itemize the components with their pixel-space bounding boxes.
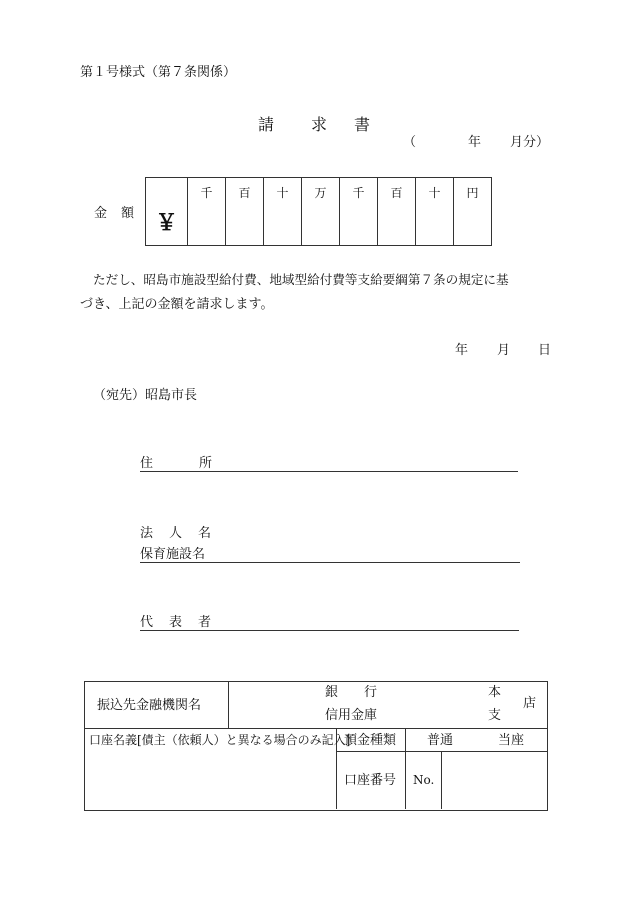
- ordinary-option[interactable]: 普通: [427, 733, 454, 748]
- facility-name-field[interactable]: [140, 562, 520, 563]
- digit-header[interactable]: 十: [264, 178, 302, 246]
- body-text-line2: づき、上記の金額を請求します。: [80, 297, 274, 312]
- form-number: 第１号様式（第７条関係）: [80, 65, 237, 80]
- amount-table: [145, 177, 492, 246]
- date-year: 年: [455, 343, 469, 358]
- date-month: 月: [497, 343, 511, 358]
- address-label: 住 所: [140, 456, 213, 471]
- current-option[interactable]: 当座: [498, 733, 525, 748]
- digit-header[interactable]: 円: [454, 178, 492, 246]
- period-open: （: [403, 135, 417, 150]
- addressee: （宛先）昭島市長: [93, 388, 198, 403]
- title-char: 請: [258, 115, 275, 134]
- account-number-field[interactable]: [442, 752, 546, 808]
- account-number-label: 口座番号: [344, 773, 397, 788]
- digit-header[interactable]: 千: [340, 178, 378, 246]
- digit-header[interactable]: 百: [226, 178, 264, 246]
- bank-option[interactable]: 銀 行: [325, 685, 378, 700]
- representative-label: 代 表 者: [140, 615, 212, 630]
- period-year: 年: [468, 135, 482, 150]
- yen-symbol: ￥: [146, 178, 188, 246]
- representative-field[interactable]: [140, 630, 519, 631]
- date-day: 日: [538, 343, 552, 358]
- head-office-option[interactable]: 本: [488, 685, 502, 700]
- office-suffix: 店: [523, 696, 537, 711]
- facility-name-label: 保育施設名: [140, 547, 206, 562]
- digit-header[interactable]: 万: [302, 178, 340, 246]
- digit-header[interactable]: 十: [416, 178, 454, 246]
- digit-header[interactable]: 千: [188, 178, 226, 246]
- amount-label: 金 額: [94, 206, 135, 221]
- title-char: 書: [354, 115, 371, 134]
- account-name-field[interactable]: [85, 752, 335, 808]
- corp-name-label: 法 人 名: [140, 526, 212, 541]
- period-month: 月分）: [510, 135, 550, 150]
- title-char: 求: [311, 115, 328, 134]
- branch-option[interactable]: 支: [488, 708, 502, 723]
- address-field[interactable]: [140, 471, 518, 472]
- digit-header[interactable]: 百: [378, 178, 416, 246]
- account-name-label: 口座名義[債主（依頼人）と異なる場合のみ記入]: [89, 733, 351, 747]
- deposit-type-label: 預金種類: [344, 733, 397, 748]
- no-label: No.: [413, 773, 435, 787]
- credit-union-option[interactable]: 信用金庫: [325, 708, 378, 723]
- institution-label: 振込先金融機関名: [97, 698, 202, 713]
- bank-table: [84, 681, 548, 811]
- body-text-line1: ただし、昭島市施設型給付費、地域型給付費等支給要綱第７条の規定に基: [93, 272, 509, 287]
